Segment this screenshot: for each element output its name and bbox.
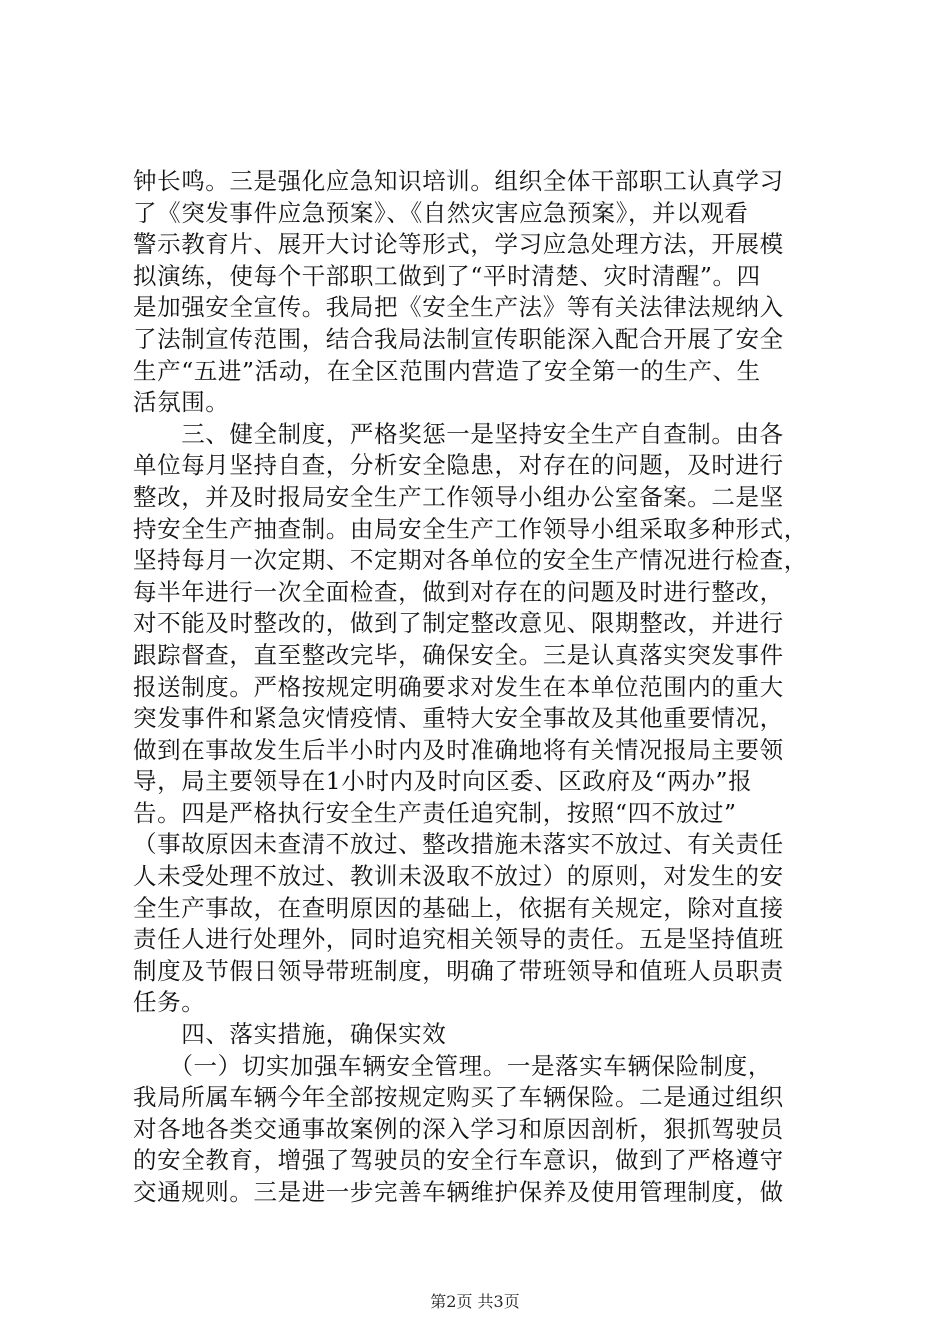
text-line: 告。四是严格执行安全生产责任追究制，按照“四不放过”: [133, 798, 737, 827]
text-line: 我局所属车辆今年全部按规定购买了车辆保险。二是通过组织: [133, 1083, 784, 1112]
text-line: 坚持每月一次定期、不定期对各单位的安全生产情况进行检查，: [133, 546, 808, 575]
text-line: 交通规则。三是进一步完善车辆维护保养及使用管理制度，做: [133, 1178, 784, 1206]
text-line: （一）切实加强车辆安全管理。一是落实车辆保险制度，: [133, 1051, 772, 1080]
text-line: 突发事件和紧急灾情疫情、重特大安全事故及其他重要情况，: [133, 704, 784, 733]
text-line: 钟长鸣。三是强化应急知识培训。组织全体干部职工认真学习: [133, 167, 784, 195]
text-line: 持安全生产抽查制。由局安全生产工作领导小组采取多种形式，: [133, 514, 808, 543]
text-line: 了《突发事件应急预案》、《自然灾害应急预案》，并以观看: [133, 198, 749, 227]
text-line: 任务。: [133, 988, 206, 1017]
text-line: 做到在事故发生后半小时内及时准确地将有关情况报局主要领: [133, 735, 784, 764]
text-line: 人未受处理不放过、教训未汲取不放过）的原则，对发生的安: [133, 862, 784, 891]
text-line: 对各地各类交通事故案例的深入学习和原因剖析，狠抓驾驶员: [133, 1114, 784, 1143]
text-line: 整改，并及时报局安全生产工作领导小组办公室备案。二是坚: [133, 482, 784, 511]
text-line: 跟踪督查，直至整改完毕，确保安全。三是认真落实突发事件: [133, 640, 784, 669]
text-line: 活氛围。: [133, 388, 230, 417]
text-line: 拟演练，使每个干部职工做到了“平时清楚、灾时清醒”。四: [133, 261, 761, 290]
text-line: 导，局主要领导在1小时内及时向区委、区政府及“两办”报: [133, 767, 753, 796]
text-line: 报送制度。严格按规定明确要求对发生在本单位范围内的重大: [133, 672, 784, 701]
document-body: [133, 166, 833, 1209]
text-line: 四、落实措施，确保实效: [133, 1020, 447, 1049]
text-line: 对不能及时整改的，做到了制定整改意见、限期整改，并进行: [133, 609, 784, 638]
text-line: 的安全教育，增强了驾驶员的安全行车意识，做到了严格遵守: [133, 1146, 784, 1175]
text-line: 警示教育片、展开大讨论等形式，学习应急处理方法，开展模: [133, 230, 784, 259]
text-line: 制度及节假日领导带班制度，明确了带班领导和值班人员职责: [133, 956, 784, 985]
text-line: （事故原因未查清不放过、整改措施未落实不放过、有关责任: [133, 830, 784, 859]
text-line: 三、健全制度，严格奖惩一是坚持安全生产自查制。由各: [133, 419, 784, 448]
text-line: 是加强安全宣传。我局把《安全生产法》等有关法律法规纳入: [133, 293, 784, 322]
text-line: 生产“五进”活动，在全区范围内营造了安全第一的生产、生: [133, 356, 761, 385]
text-line: 全生产事故，在查明原因的基础上，依据有关规定，除对直接: [133, 893, 784, 922]
text-line: 单位每月坚持自查，分析安全隐患，对存在的问题，及时进行: [133, 451, 784, 480]
page-footer: 第2页 共3页: [430, 1292, 520, 1311]
text-line: 了法制宣传范围，结合我局法制宣传职能深入配合开展了安全: [133, 324, 784, 353]
text-line: 责任人进行处理外，同时追究相关领导的责任。五是坚持值班: [133, 925, 784, 954]
text-line: 每半年进行一次全面检查，做到对存在的问题及时进行整改，: [133, 577, 784, 606]
